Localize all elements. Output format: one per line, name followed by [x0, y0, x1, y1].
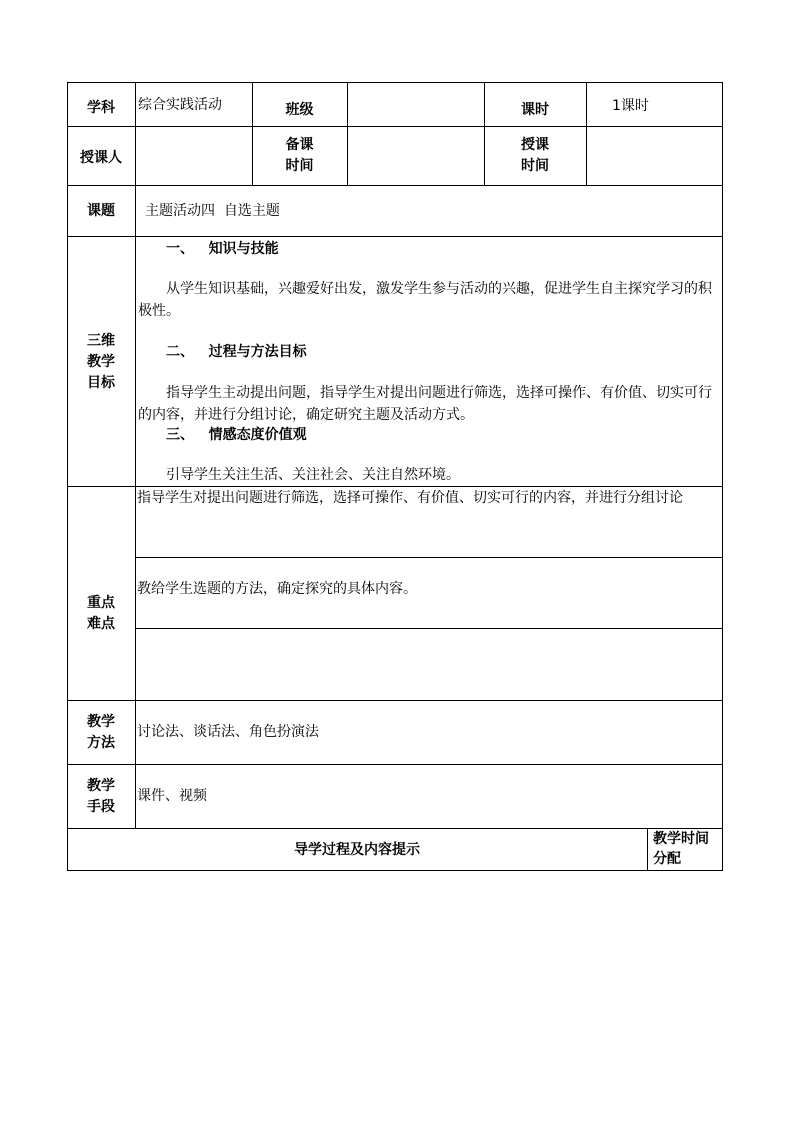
prep-time-label-line1: 备课 — [285, 137, 314, 153]
topic-value: 主题活动四 自选主题 — [145, 203, 280, 219]
period-value: 1课时 — [612, 98, 649, 114]
key-point-1: 指导学生对提出问题进行筛选，选择可操作、有价值、切实可行的内容，并进行分组讨论 — [137, 490, 683, 506]
teach-time-label-line2: 时间 — [521, 158, 549, 174]
means-label-line1: 教学 — [87, 778, 115, 794]
goal-section-2-body: 指导学生主动提出问题，指导学生对提出问题进行筛选，选择可操作、有价值、切实可行的内容，并进行分组讨论，确定研究主题及活动方式。 — [138, 385, 712, 423]
period-label: 课时 — [521, 102, 549, 118]
topic-label: 课题 — [87, 203, 115, 219]
class-label: 班级 — [285, 102, 314, 118]
process-label: 导学过程及内容提示 — [294, 842, 420, 858]
teacher-label: 授课人 — [80, 150, 122, 166]
goal-section-1-title: 一、 知识与技能 — [166, 241, 279, 257]
subject-label: 学科 — [87, 100, 115, 116]
key-points-label-line2: 难点 — [87, 616, 115, 632]
time-allocation-label: 教学时间分配 — [653, 831, 709, 867]
key-points-label-line1: 重点 — [87, 595, 115, 611]
method-value: 讨论法、谈话法、角色扮演法 — [137, 724, 319, 740]
goals-label-line3: 目标 — [87, 375, 115, 391]
prep-time-label-line2: 时间 — [285, 158, 314, 174]
goals-label-line1: 三维 — [87, 333, 115, 349]
method-label-line1: 教学 — [87, 714, 115, 730]
means-value: 课件、视频 — [137, 788, 207, 804]
key-point-2: 教给学生选题的方法，确定探究的具体内容。 — [137, 581, 417, 597]
subject-value: 综合实践活动 — [138, 97, 222, 113]
goals-label-line2: 教学 — [87, 354, 115, 370]
teach-time-label-line1: 授课 — [521, 137, 549, 153]
goal-section-2-title: 二、 过程与方法目标 — [166, 344, 307, 360]
goal-section-3-body: 引导学生关注生活、关注社会、关注自然环境。 — [166, 467, 460, 483]
method-label-line2: 方法 — [87, 735, 115, 751]
goal-section-1-body: 从学生知识基础，兴趣爱好出发，激发学生参与活动的兴趣，促进学生自主探究学习的积极性。 — [138, 281, 712, 319]
means-label-line2: 手段 — [87, 799, 115, 815]
goal-section-3-title: 三、 情感态度价值观 — [166, 427, 307, 443]
